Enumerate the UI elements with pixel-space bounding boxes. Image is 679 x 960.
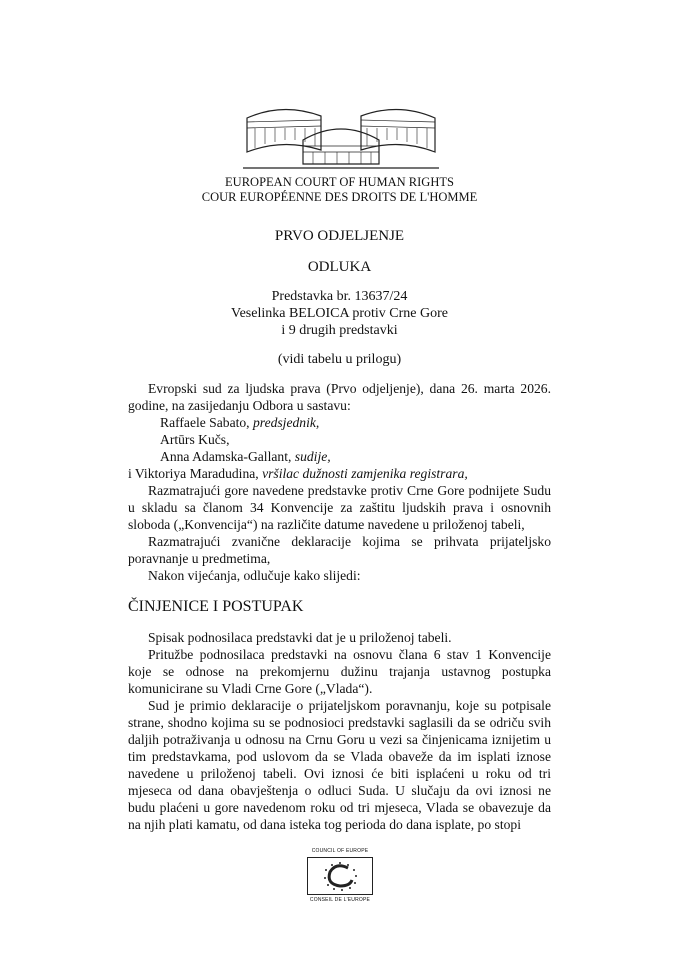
council-of-europe-logo — [305, 848, 375, 904]
text-line: u skladu sa članom 34 Konvencije za zaštitu ljudskih prava i osnovnih — [128, 500, 551, 515]
text-line: Razmatrajući zvanične deklaracije kojima se prihvata prijateljsko — [148, 534, 551, 549]
judge-president — [128, 414, 551, 431]
court-name-fr: COUR EUROPÉENNE DES DROITS DE L'HOMME — [201, 190, 478, 204]
text-line: navedene u priloženoj tabeli. Ovi iznosi će biti isplaćeni u roku od tri — [128, 766, 551, 781]
logo-text-top: COUNCIL OF EUROPE — [311, 848, 369, 854]
section-heading: ČINJENICE I POSTUPAK — [128, 598, 304, 615]
council-of-europe-emblem-icon — [308, 858, 372, 894]
text-line: na njih plati kamatu, od dana isteka tog perioda do dana isplate, po stopi — [128, 817, 521, 832]
text-line: Nakon vijećanja, odlučuje kako slijedi: — [148, 568, 361, 583]
judge — [128, 448, 551, 465]
text-line: poravnanje u predmetima, — [128, 551, 271, 566]
paragraph — [128, 482, 551, 533]
paragraph — [128, 533, 551, 567]
facts-paragraphs — [128, 629, 551, 833]
text-line: daljih potraživanja u odnosu na Crnu Goru u vezi sa činjenicama iznijetim u — [128, 732, 551, 747]
intro-line: godine, na zasijedanju Odbora u sastavu: — [128, 398, 351, 413]
court-building-logo — [243, 98, 439, 170]
judge-name: Anna Adamska-Gallant, — [160, 449, 295, 464]
text-line: Sud je primio deklaracije o prijateljskom poravnanju, koje su potpisale — [148, 698, 551, 713]
court-name-en: EUROPEAN COURT OF HUMAN RIGHTS — [225, 175, 454, 189]
text-line: budu plaćeni u gore navedenom roku od tri mjeseca, Vlada se obavezuje da — [128, 800, 551, 815]
logo-box — [307, 857, 373, 895]
text-line: Spisak podnosilaca predstavki dat je u priloženoj tabeli. — [148, 630, 452, 645]
registrar-role: vršilac dužnosti zamjenika registrara, — [262, 466, 468, 481]
paragraph — [128, 567, 551, 584]
judge-role: sudije, — [294, 449, 331, 464]
text-line: strane, shodno kojima su se podnosioci predstavki saglasili da se odriču svih — [128, 715, 551, 730]
decision-body — [128, 380, 551, 833]
text-line: Razmatrajući gore navedene predstavke protiv Crne Gore podnijete Sudu — [148, 483, 551, 498]
judge-role: predsjednik, — [252, 415, 320, 430]
text-line: mjeseca od dana obavještenja o odluci Suda. U slučaju da ovi iznosi ne — [128, 783, 551, 798]
recitals — [128, 482, 551, 584]
logo-text-bottom: CONSEIL DE L'EUROPE — [309, 897, 371, 903]
text-line: tim predstavkama, pod uslovom da se Vlada obaveže da im isplati iznose — [128, 749, 551, 764]
paragraph — [128, 629, 551, 646]
case-other-applications: i 9 drugih predstavki — [281, 323, 398, 338]
text-line: Pritužbe podnosilaca predstavki na osnovu člana 6 stav 1 Konvencije — [148, 647, 551, 662]
intro-line: Evropski sud za ljudska prava (Prvo odjeljenje), dana 26. marta 2026. — [148, 381, 551, 396]
paragraph — [128, 646, 551, 697]
section-title: PRVO ODJELJENJE — [274, 228, 405, 244]
judge: Artūrs Kučs, — [160, 432, 230, 447]
judge-name: Raffaele Sabato, — [160, 415, 253, 430]
annex-note: (vidi tabelu u prilogu) — [277, 352, 402, 367]
paragraph — [128, 697, 551, 833]
registrar-name: i Viktoriya Maradudina, — [128, 466, 263, 481]
text-line: koje se odnose na prekomjernu dužinu trajanja ustavnog postupka — [128, 664, 551, 679]
document-type: ODLUKA — [307, 259, 372, 275]
application-number: Predstavka br. 13637/24 — [271, 289, 408, 304]
text-line: komunicirane su Vladi Crne Gore („Vlada“). — [128, 681, 373, 696]
case-title: Veselinka BELOICA protiv Crne Gore — [231, 306, 448, 321]
registrar — [128, 465, 551, 482]
text-line: sloboda („Konvencija“) na različite datume navedene u priloženoj tabeli, — [128, 517, 525, 532]
